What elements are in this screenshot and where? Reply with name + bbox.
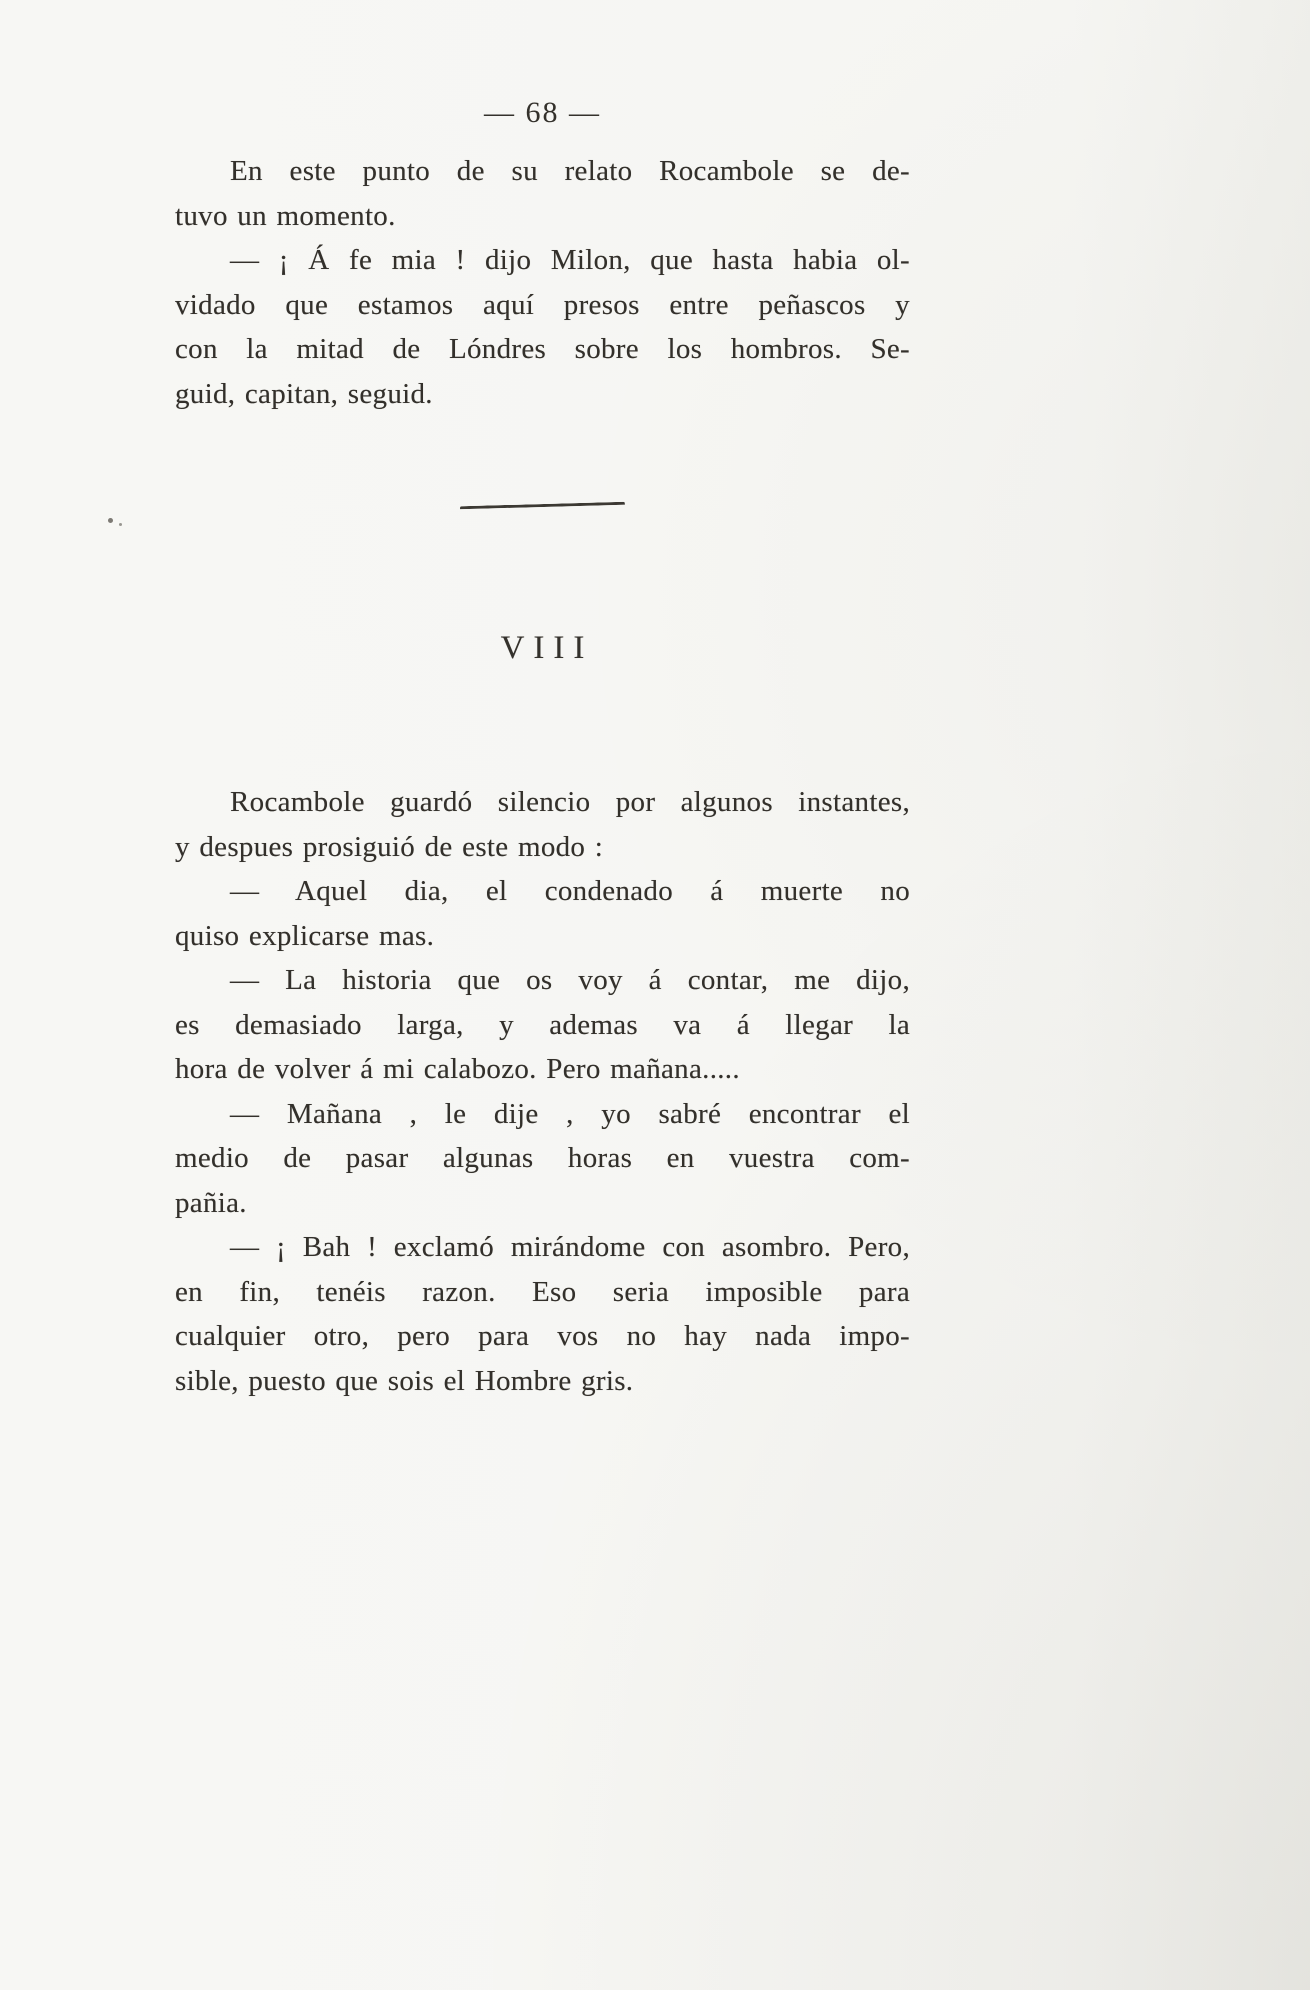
paragraph bbox=[175, 869, 910, 958]
text-line: en fin, tenéis razon. Eso seria imposible para bbox=[175, 1275, 910, 1308]
text-line: pañia. bbox=[175, 1186, 247, 1219]
ink-speck-icon bbox=[108, 518, 113, 523]
section-separator bbox=[175, 504, 910, 510]
chapter-heading: VIII bbox=[500, 630, 594, 666]
text-line: En este punto de su relato Rocambole se de- bbox=[230, 155, 910, 187]
page-number: — 68 — bbox=[484, 96, 601, 129]
text-line: con la mitad de Lóndres sobre los hombros. Se- bbox=[175, 333, 910, 365]
text-line: hora de volver á mi calabozo. Pero mañana..... bbox=[175, 1053, 740, 1085]
paragraph bbox=[175, 238, 910, 416]
text-column bbox=[175, 0, 910, 1403]
paragraph bbox=[175, 1092, 910, 1226]
text-line: medio de pasar algunas horas en vuestra com- bbox=[175, 1142, 910, 1174]
text-line: y despues prosiguió de este modo : bbox=[175, 830, 604, 863]
text-line: — Aquel dia, el condenado á muerte no bbox=[230, 875, 910, 907]
text-line: — ¡ Bah ! exclamó mirándome con asombro. Pero, bbox=[230, 1231, 910, 1263]
text-line: — Mañana , le dije , yo sabré encontrar el bbox=[230, 1097, 910, 1130]
paragraph bbox=[175, 149, 910, 238]
text-line: tuvo un momento. bbox=[175, 199, 396, 232]
text-line: cualquier otro, pero para vos no hay nada impo- bbox=[175, 1320, 910, 1352]
separator-rule bbox=[460, 502, 625, 513]
text-line: quiso explicarse mas. bbox=[175, 919, 435, 952]
chapter-body bbox=[175, 780, 910, 1403]
text-line: — La historia que os voy á contar, me dijo, bbox=[230, 964, 910, 996]
text-line: Rocambole guardó silencio por algunos instantes, bbox=[230, 786, 910, 818]
text-line: — ¡ Á fe mia ! dijo Milon, que hasta habia ol- bbox=[230, 244, 910, 276]
text-line: vidado que estamos aquí presos entre peñascos y bbox=[175, 288, 910, 321]
text-line: sible, puesto que sois el Hombre gris. bbox=[175, 1364, 634, 1397]
paragraph bbox=[175, 958, 910, 1092]
text-line: es demasiado larga, y ademas va á llegar la bbox=[175, 1008, 910, 1041]
paragraph bbox=[175, 1225, 910, 1403]
text-line: guid, capitan, seguid. bbox=[175, 377, 433, 410]
paragraph bbox=[175, 780, 910, 869]
